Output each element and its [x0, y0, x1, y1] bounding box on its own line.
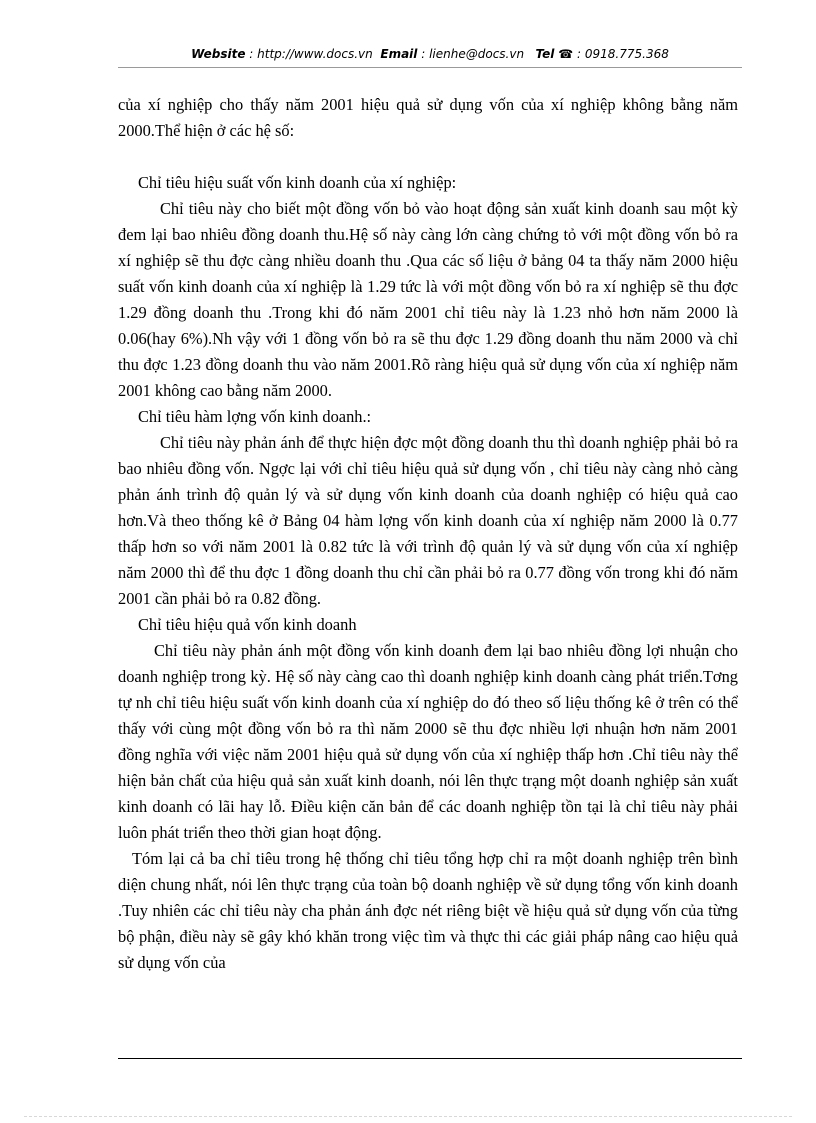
tel-value: : 0918.775.368 — [577, 47, 669, 61]
document-body — [118, 92, 738, 976]
website-value[interactable]: : http://www.docs.vn — [249, 47, 373, 61]
phone-icon: ☎ — [558, 47, 574, 61]
paragraph-intro: của xí nghiệp cho thấy năm 2001 hiệu quả sử dụng vốn của xí nghiệp không bằng năm 2000.Thể hiện ở các hệ số: — [118, 95, 738, 140]
heading-ham-luong: Chỉ tiêu hàm lợng vốn kinh doanh.: — [138, 407, 372, 426]
email-value[interactable]: : lienhe@docs.vn — [421, 47, 525, 61]
paragraph-hieu-qua: Chỉ tiêu này phản ánh một đồng vốn kinh doanh đem lại bao nhiêu đồng lợi nhuận cho doanh nghiệp trong kỳ. Hệ số này càng cao thì doanh nghiệp kinh doanh càng phát triển.Tơng tự nh chỉ tiêu hiệu suất vốn kinh doanh của xí nghiệp do đó theo số liệu thống kê ở trên có thể thấy với cùng một đồng vốn bỏ ra thì năm 2000 sẽ thu đợc nhiều lợi nhuận hơn năm 2001 đồng nghĩa với việc năm 2001 hiệu quả sử dụng vốn của xí nghiệp thấp hơn .Chỉ tiêu này thể hiện bản chất của hiệu quả sản xuất kinh doanh, nói lên thực trạng một doanh nghiệp sản xuất kinh doanh có lãi hay lỗ. Điều kiện căn bản để các doanh nghiệp tồn tại là chỉ tiêu này phải luôn phát triển theo thời gian hoạt động. — [118, 641, 738, 842]
paragraph-hieu-suat: Chỉ tiêu này cho biết một đồng vốn bỏ vào hoạt động sản xuất kinh doanh sau một kỳ đem lại bao nhiêu đồng doanh thu.Hệ số này càng lớn càng chứng tỏ với một đồng vốn bỏ ra xí nghiệp sẽ thu đợc càng nhiều doanh thu .Qua các số liệu ở bảng 04 ta thấy năm 2000 hiệu suất vốn kinh doanh của xí nghiệp là 1.29 tức là với một đồng vốn bỏ ra xí nghiệp sẽ thu đợc 1.29 đồng doanh thu .Trong khi đó năm 2001 chỉ tiêu này là 1.23 nhỏ hơn năm 2000 là 0.06(hay 6%).Nh vậy với 1 đồng vốn bỏ ra sẽ thu đợc 1.29 đồng doanh thu năm 2000 và chỉ thu đợc 1.23 đồng doanh thu vào năm 2001.Rõ ràng hiệu quả sử dụng vốn của xí nghiệp năm 2001 không cao bằng năm 2000. — [118, 199, 738, 400]
page-header — [118, 47, 742, 61]
website-label: Website — [191, 47, 246, 61]
paragraph-tom-lai: Tóm lại cả ba chỉ tiêu trong hệ thống chỉ tiêu tổng hợp chỉ ra một doanh nghiệp trên bình diện chung nhất, nói lên thực trạng của toàn bộ doanh nghiệp về sử dụng tổng vốn kinh doanh .Tuy nhiên các chỉ tiêu này cha phản ánh đợc nét riêng biệt về hiệu quả sử dụng vốn của từng bộ phận, điều này sẽ gây khó khăn trong việc tìm và thực thi các giải pháp nâng cao hiệu quả sử dụng vốn của — [118, 849, 738, 972]
spacer — [118, 144, 738, 170]
heading-hieu-qua: Chỉ tiêu hiệu quả vốn kinh doanh — [138, 615, 357, 634]
tel-label: Tel — [535, 47, 555, 61]
footer-divider — [118, 1058, 742, 1059]
page-edge — [24, 1116, 792, 1117]
heading-hieu-suat: Chỉ tiêu hiệu suất vốn kinh doanh của xí nghiệp: — [138, 173, 457, 192]
email-label: Email — [380, 47, 418, 61]
paragraph-ham-luong: Chỉ tiêu này phản ánh để thực hiện đợc một đồng doanh thu thì doanh nghiệp phải bỏ ra bao nhiêu đồng vốn. Ngợc lại với chỉ tiêu hiệu quả sử dụng vốn , chỉ tiêu này càng nhỏ càng phản ánh trình độ quản lý và sử dụng vốn kinh doanh của doanh nghiệp có hiệu quả cao hơn.Và theo thống kê ở Bảng 04 hàm lợng vốn kinh doanh của xí nghiệp năm 2000 là 0.77 thấp hơn so với năm 2001 là 0.82 tức là với trình độ quản lý và sử dụng vốn của xí nghiệp năm 2000 thì để thu đợc 1 đồng doanh thu chỉ cần phải bỏ ra 0.77 đồng vốn trong khi đó năm 2001 cần phải bỏ ra 0.82 đồng. — [118, 433, 738, 608]
header-divider — [118, 67, 742, 68]
